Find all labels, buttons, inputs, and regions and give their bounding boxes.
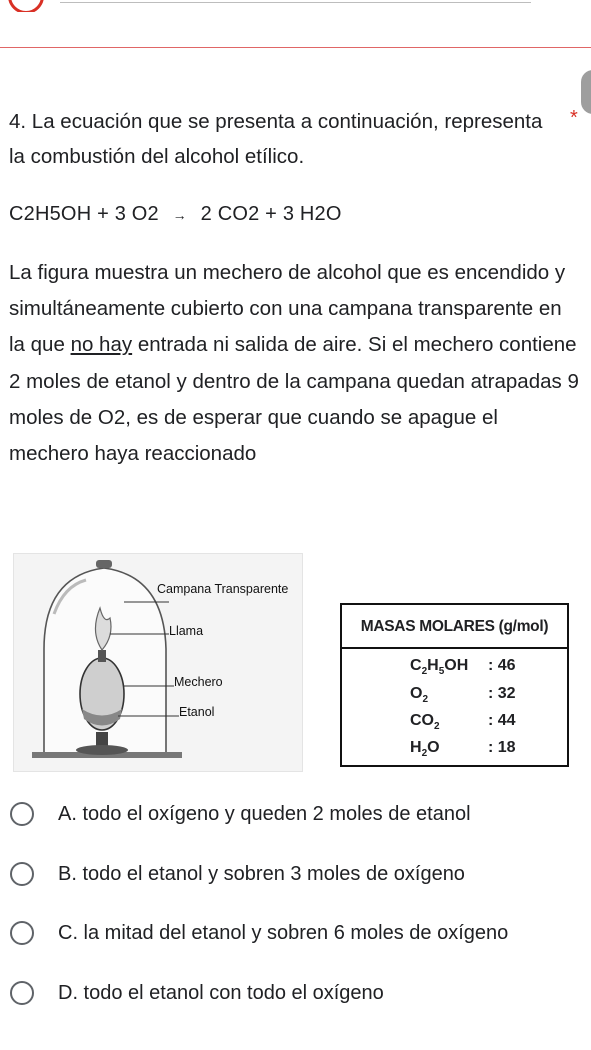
radio-icon[interactable] — [10, 802, 34, 826]
formula-ethanol: $C_2H_5OH$ — [410, 657, 469, 678]
statement-part-1: La figura muestra un mechero de alcohol que es encendido y simultáneamente cubierto con una campana transparente en la que — [9, 261, 566, 357]
option-b[interactable] — [10, 860, 570, 890]
problem-statement — [9, 255, 579, 472]
wick — [98, 650, 106, 662]
equation-arrow: → — [172, 207, 187, 223]
progress-header — [0, 0, 591, 12]
scrollbar-thumb[interactable] — [581, 70, 591, 114]
value-water: : 18 — [488, 739, 516, 756]
option-label[interactable]: D. todo el etanol con todo el oxígeno — [58, 982, 384, 1004]
progress-track — [60, 2, 531, 3]
label-flame: Llama — [169, 624, 204, 638]
equation-reactants: C2H5OH + 3 O2 — [9, 203, 159, 225]
molar-masses-title: MASAS MOLARES (g/mol) — [342, 605, 567, 649]
formula-water: $H_2O$ — [410, 739, 440, 760]
bell-jar-knob — [96, 560, 112, 568]
label-ethanol: Etanol — [179, 705, 215, 719]
label-bell: Campana Transparente — [157, 582, 289, 596]
value-oxygen: : 32 — [488, 685, 516, 702]
radio-icon[interactable] — [10, 981, 34, 1005]
molar-masses-table — [340, 603, 569, 767]
value-ethanol: : 46 — [488, 657, 516, 674]
chemical-equation — [9, 197, 342, 233]
option-label[interactable]: B. todo el etanol y sobren 3 moles de oxígeno — [58, 863, 465, 885]
option-a[interactable] — [10, 800, 570, 830]
statement-part-2: entrada ni salida de aire. Si el mechero contiene 2 moles de etanol y dentro de la campana quedan atrapadas 9 moles de O2, es de esperar que cuando se apague el mechero haya reaccionado — [9, 333, 579, 466]
burner-figure — [13, 553, 303, 772]
radio-icon[interactable] — [10, 921, 34, 945]
option-c[interactable] — [10, 919, 570, 949]
label-burner: Mechero — [174, 675, 223, 689]
required-asterisk: * — [570, 107, 578, 129]
equation-products: 2 CO2 + 3 H2O — [200, 203, 342, 225]
option-label[interactable]: C. la mitad del etanol y sobren 6 moles de oxígeno — [58, 922, 509, 944]
radio-icon[interactable] — [10, 862, 34, 886]
burner-foot — [76, 745, 128, 755]
value-co2: : 44 — [488, 712, 516, 729]
question-title: 4. La ecuación que se presenta a continuación, representa la combustión del alcohol etílico. — [9, 110, 543, 168]
option-d[interactable] — [10, 979, 570, 1009]
progress-indicator-icon — [8, 0, 44, 12]
section-divider — [0, 47, 591, 48]
statement-underlined: no hay — [70, 333, 133, 357]
option-label[interactable]: A. todo el oxígeno y queden 2 moles de etanol — [58, 803, 471, 825]
formula-co2: $CO_2$ — [410, 712, 440, 733]
formula-oxygen: $O_2$ — [410, 685, 429, 706]
